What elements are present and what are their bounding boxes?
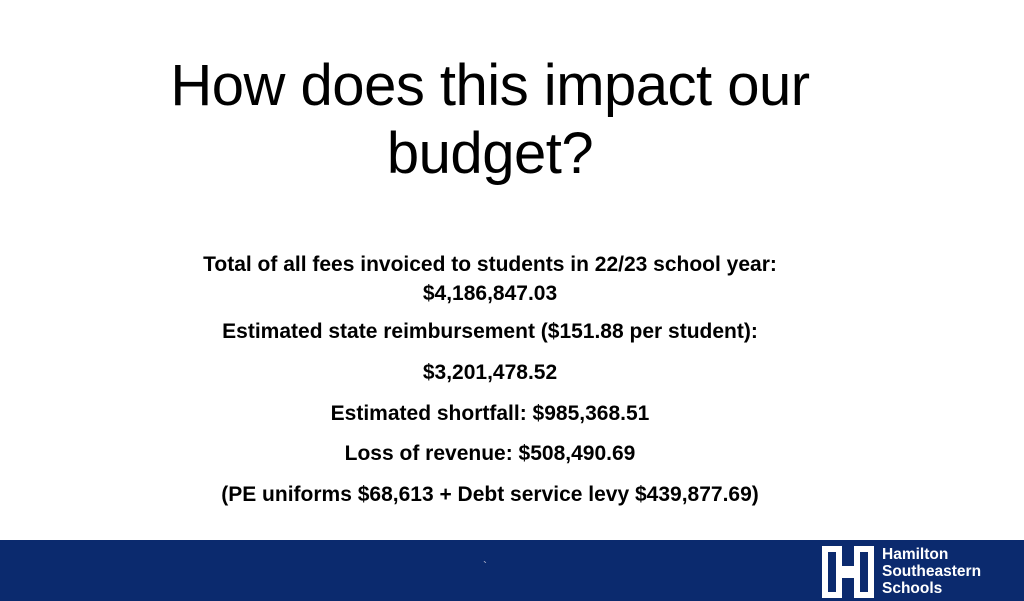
logo-text-line-3: Schools [882, 580, 943, 597]
slide-title [100, 52, 880, 188]
loss-of-revenue: Loss of revenue: $508,490.69 [344, 442, 636, 465]
logo-wordmark [882, 546, 981, 597]
hse-h-logo-icon [822, 546, 874, 598]
logo-text-line-2: Southeastern [882, 563, 982, 580]
footer-mark: ` [483, 559, 487, 573]
slide-title-line-2: budget? [386, 121, 594, 186]
footer-bar [0, 540, 1024, 601]
school-logo [822, 546, 1018, 598]
total-fees-label: Total of all fees invoiced to students in 22/23 school year: [203, 253, 777, 276]
slide-title-line-1: How does this impact our [170, 53, 810, 118]
logo-text-line-1: Hamilton [882, 546, 949, 563]
state-reimbursement-label: Estimated state reimbursement ($151.88 per student): [222, 320, 758, 343]
total-fees-amount: $4,186,847.03 [422, 282, 558, 305]
estimated-shortfall: Estimated shortfall: $985,368.51 [330, 402, 650, 425]
revenue-breakdown: (PE uniforms $68,613 + Debt service levy $439,877.69) [221, 483, 759, 506]
state-reimbursement-amount: $3,201,478.52 [422, 361, 558, 384]
